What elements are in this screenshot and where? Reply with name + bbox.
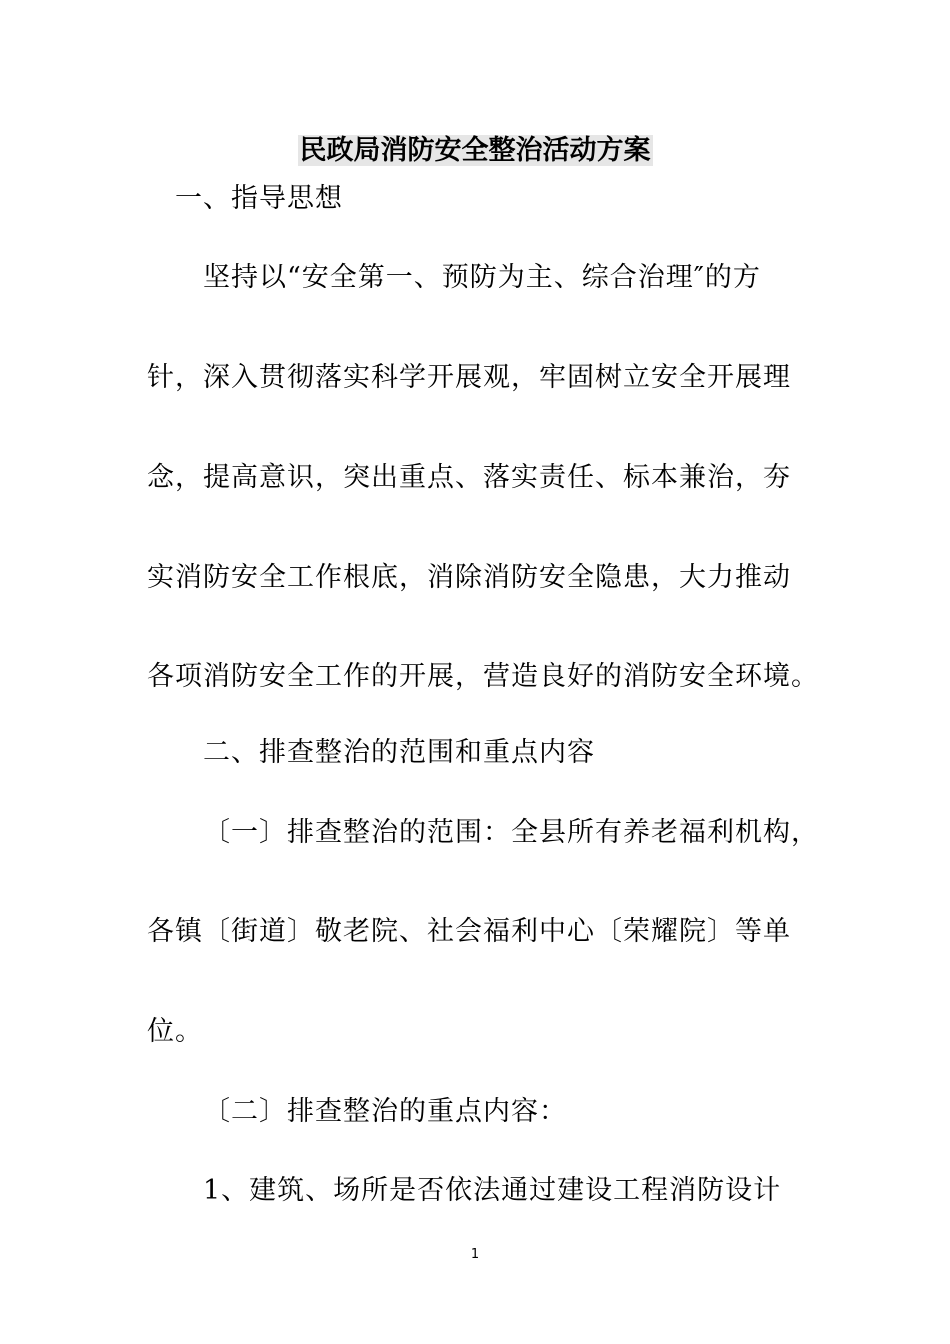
paragraph-line: 各镇〔街道〕敬老院、社会福利中心〔荣耀院〕等单 xyxy=(147,916,791,947)
paragraph-line: 实消防安全工作根底，消除消防安全隐患，大力推动 xyxy=(147,562,791,593)
paragraph-line: 1、建筑、场所是否依法通过建设工程消防设计 xyxy=(203,1175,782,1206)
paragraph-line: 位。 xyxy=(147,1016,203,1047)
page-number: 1 xyxy=(470,1247,480,1262)
paragraph-line: 各项消防安全工作的开展，营造良好的消防安全环境。 xyxy=(147,661,819,692)
section-heading-guiding-ideology: 一、指导思想 xyxy=(175,183,343,214)
subsection-heading-key-content: 〔二〕排查整治的重点内容： xyxy=(203,1096,567,1127)
document-title-text: 民政局消防安全整治活动方案 xyxy=(299,135,651,166)
paragraph-line: 〔一〕排查整治的范围：全县所有养老福利机构， xyxy=(203,817,819,848)
section-heading-scope: 二、排查整治的范围和重点内容 xyxy=(203,737,595,768)
document-title xyxy=(0,131,950,171)
paragraph-line: 针，深入贯彻落实科学开展观，牢固树立安全开展理 xyxy=(147,362,791,393)
paragraph-line: 坚持以“安全第一、预防为主、综合治理″的方 xyxy=(203,262,761,293)
paragraph-line: 念，提高意识，突出重点、落实责任、标本兼治，夯 xyxy=(147,462,791,493)
